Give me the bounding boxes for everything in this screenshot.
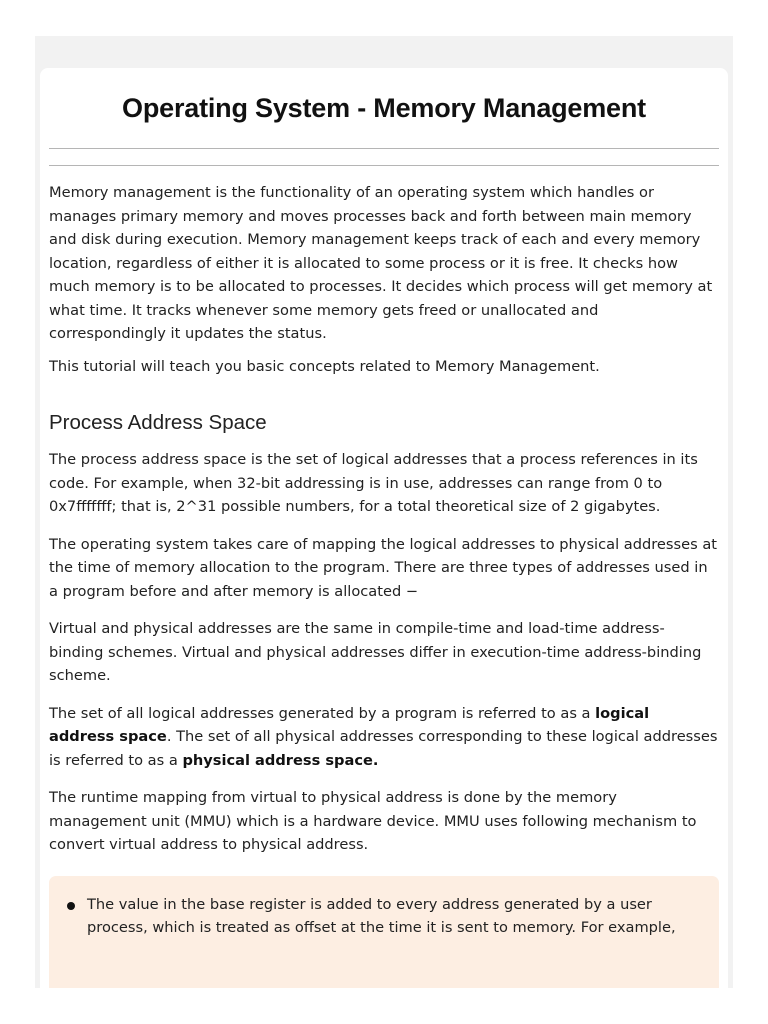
- page-title: Operating System - Memory Management: [122, 93, 646, 123]
- definition-text-1: The set of all logical addresses generated by a program is referred to as a: [49, 704, 596, 722]
- title-divider-bottom: [49, 165, 719, 166]
- address-space-definition-paragraph: [49, 702, 719, 773]
- intro-paragraph: Memory management is the functionality of an operating system which handles or manages primary memory and moves processes back and forth between main memory and disk during execution. Memory management keeps track of each and every memory location, regardless of either it is allocated to some process or it is free. It checks how much memory is to be allocated to processes. It decides which process will get memory at what time. It tracks whenever some memory gets freed or unallocated and correspondingly it updates the status.: [49, 184, 713, 342]
- article-content: [49, 68, 719, 988]
- mmu-paragraph: The runtime mapping from virtual to physical address is done by the memory management unit (MMU) which is a hardware device. MMU uses following mechanism to convert virtual address to physical address.: [49, 789, 697, 853]
- definition-text-2: . The set of all physical addresses corresponding to these logical addresses is referred to as a: [49, 728, 718, 769]
- bullet-icon: [67, 902, 75, 910]
- list-item: [67, 893, 701, 940]
- page-frame: [35, 36, 733, 988]
- binding-paragraph: Virtual and physical addresses are the same in compile-time and load-time address-binding schemes. Virtual and physical addresses differ in execution-time address-binding scheme.: [49, 620, 702, 684]
- article-card: [40, 68, 728, 988]
- mmu-mechanism-list: [67, 893, 701, 940]
- list-item-text: The value in the base register is added to every address generated by a user process, which is treated as offset at the time it is sent to memory. For example,: [87, 895, 676, 936]
- logical-address-space-term: logical address space: [49, 704, 650, 745]
- title-divider-top: [49, 148, 719, 149]
- highlight-box: [49, 876, 719, 989]
- tutorial-note-paragraph: This tutorial will teach you basic concepts related to Memory Management.: [49, 357, 600, 375]
- mapping-paragraph: The operating system takes care of mapping the logical addresses to physical addresses at the time of memory allocation to the program. There are three types of addresses used in a program before and after memory is allocated −: [49, 535, 717, 600]
- address-space-paragraph: The process address space is the set of logical addresses that a process references in its code. For example, when 32-bit addressing is in use, addresses can range from 0 to 0x7fffffff; that is, 2^31 possible numbers, for a total theoretical size of 2 gigabytes.: [49, 451, 698, 515]
- section-heading: Process Address Space: [49, 411, 267, 434]
- physical-address-space-term: physical address space.: [182, 751, 379, 769]
